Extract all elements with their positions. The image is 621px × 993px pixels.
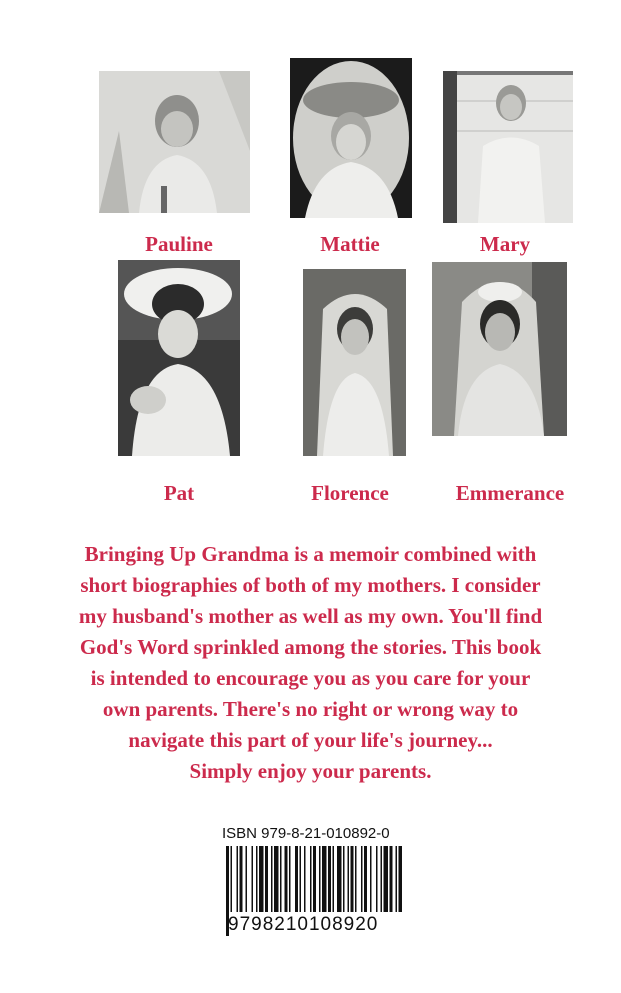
name-florence: Florence <box>311 481 389 505</box>
isbn-label: ISBN 979-8-21-010892-0 <box>222 825 390 842</box>
name-mary: Mary <box>479 232 531 256</box>
barcode-bar <box>351 846 354 912</box>
barcode-bar <box>355 846 357 912</box>
barcode-bar <box>390 846 393 912</box>
barcode-bar <box>381 846 383 912</box>
description-line: Bringing Up Grandma is a memoir combined with <box>84 542 537 566</box>
barcode-digits: 9798210108920 <box>228 914 379 935</box>
barcode-bar <box>271 846 273 912</box>
barcode-bar <box>376 846 378 912</box>
barcode-bar <box>319 846 321 912</box>
barcode-bar <box>310 846 312 912</box>
barcode-bar <box>256 846 258 912</box>
barcode-bar <box>237 846 239 912</box>
photo-pauline <box>99 71 250 213</box>
barcode-bar <box>399 846 403 912</box>
barcode-bar <box>322 846 327 912</box>
back-cover-description <box>40 539 581 787</box>
barcode-bar <box>343 846 345 912</box>
barcode-bar <box>289 846 291 912</box>
barcode-bar <box>274 846 279 912</box>
barcode-bar <box>280 846 282 912</box>
description-line: navigate this part of your life's journey... <box>128 728 493 752</box>
barcode-bar <box>364 846 367 912</box>
photo-florence <box>303 269 406 456</box>
description-line: Simply enjoy your parents. <box>189 759 432 783</box>
barcode-bar <box>337 846 342 912</box>
barcode-bar <box>252 846 254 912</box>
description-line: my husband's mother as well as my own. You'll find <box>78 604 543 628</box>
barcode-bar <box>246 846 248 912</box>
barcode-bar <box>333 846 335 912</box>
barcode-bar <box>231 846 233 912</box>
name-pat: Pat <box>163 481 195 505</box>
barcode-bar <box>304 846 306 912</box>
barcode-bar <box>265 846 268 912</box>
name-pauline: Pauline <box>145 232 213 256</box>
barcode-bar <box>300 846 302 912</box>
photo-mary <box>443 71 573 223</box>
barcode-bar <box>370 846 372 912</box>
photo-pat <box>118 260 240 456</box>
name-emmerance: Emmerance <box>455 481 565 505</box>
photo-emmerance <box>432 262 567 436</box>
description-line: own parents. There's no right or wrong way to <box>102 697 519 721</box>
barcode-bar <box>313 846 316 912</box>
name-mattie: Mattie <box>320 232 380 256</box>
barcode-bar <box>240 846 243 912</box>
description-line: is intended to encourage you as you care for your <box>90 666 531 690</box>
barcode-bar <box>285 846 288 912</box>
barcode-bar <box>348 846 350 912</box>
photo-mattie <box>290 58 412 218</box>
description-line: short biographies of both of my mothers. I consider <box>80 573 541 597</box>
description-line: God's Word sprinkled among the stories. This book <box>79 635 542 659</box>
barcode-bar <box>384 846 389 912</box>
